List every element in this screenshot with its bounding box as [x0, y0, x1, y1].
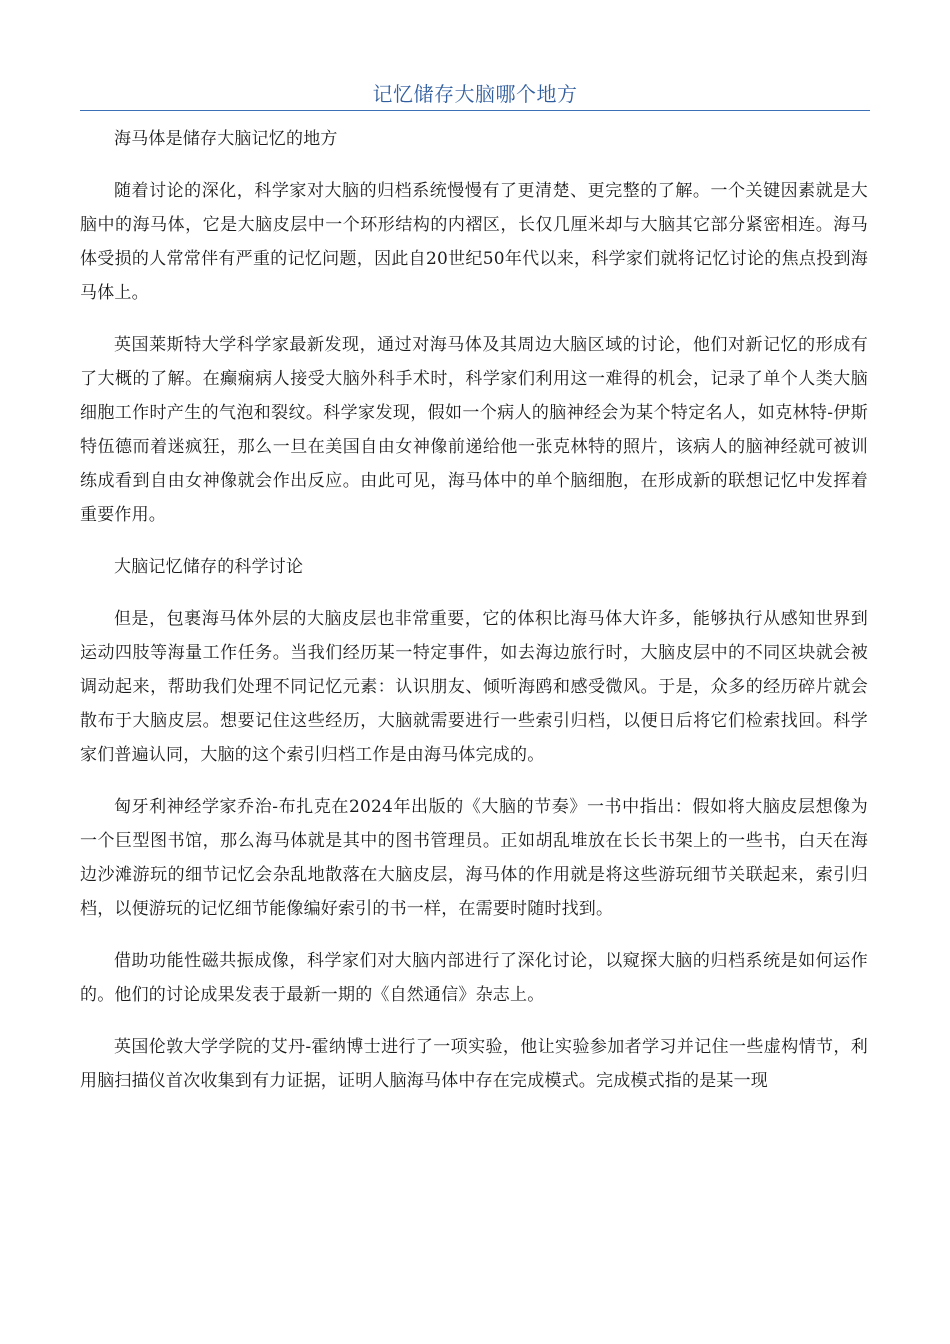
document-title: 记忆储存大脑哪个地方 [372, 82, 578, 106]
section-heading-memory-research: 大脑记忆储存的科学讨论 [114, 557, 304, 577]
paragraph-hippocampus-intro: 随着讨论的深化，科学家对大脑的归档系统慢慢有了更清楚、更完整的了解。一个关键因素就是大脑中的海马体，它是大脑皮层中一个环形结构的内褶区，长仅几厘米却与大脑其它部分紧密相连。海马体受损的人常常伴有严重的记忆问题，因此自20世纪50年代以来，科学家们就将记忆讨论的焦点投到海马体上。 [80, 181, 868, 303]
paragraph-library-analogy: 匈牙利神经学家乔治-布扎克在2024年出版的《大脑的节奏》一书中指出：假如将大脑皮层想像为一个巨型图书馆，那么海马体就是其中的图书管理员。正如胡乱堆放在长长书架上的一些书，白天在海边沙滩游玩的细节记忆会杂乱地散落在大脑皮层，海马体的作用就是将这些游玩细节关联起来，索引归档，以便游玩的记忆细节能像编好索引的书一样，在需要时随时找到。 [80, 797, 868, 919]
section-heading-hippocampus: 海马体是储存大脑记忆的地方 [114, 129, 338, 149]
paragraph-fmri-research: 借助功能性磁共振成像，科学家们对大脑内部进行了深化讨论，以窥探大脑的归档系统是如何运作的。他们的讨论成果发表于最新一期的《自然通信》杂志上。 [80, 951, 868, 1005]
paragraph-cortex-role: 但是，包裹海马体外层的大脑皮层也非常重要，它的体积比海马体大许多，能够执行从感知世界到运动四肢等海量工作任务。当我们经历某一特定事件，如去海边旅行时，大脑皮层中的不同区块就会被调动起来，帮助我们处理不同记忆元素：认识朋友、倾听海鸥和感受微风。于是，众多的经历碎片就会散布于大脑皮层。想要记住这些经历，大脑就需要进行一些索引归档，以便日后将它们检索找回。科学家们普遍认同，大脑的这个索引归档工作是由海马体完成的。 [80, 609, 868, 765]
paragraph-leicester-study: 英国莱斯特大学科学家最新发现，通过对海马体及其周边大脑区域的讨论，他们对新记忆的形成有了大概的了解。在癫痫病人接受大脑外科手术时，科学家们利用这一难得的机会，记录了单个人类大脑细胞工作时产生的气泡和裂纹。科学家发现，假如一个病人的脑神经会为某个特定名人，如克林特-伊斯特伍德而着迷疯狂，那么一旦在美国自由女神像前递给他一张克林特的照片，该病人的脑神经就可被训练成看到自由女神像就会作出反应。由此可见，海马体中的单个脑细胞，在形成新的联想记忆中发挥着重要作用。 [80, 335, 868, 525]
document-header [80, 78, 870, 111]
paragraph-ucl-experiment: 英国伦敦大学学院的艾丹-霍纳博士进行了一项实验，他让实验参加者学习并记住一些虚构情节，利用脑扫描仪首次收集到有力证据，证明人脑海马体中存在完成模式。完成模式指的是某一现 [80, 1037, 868, 1091]
document-body [80, 122, 868, 1098]
